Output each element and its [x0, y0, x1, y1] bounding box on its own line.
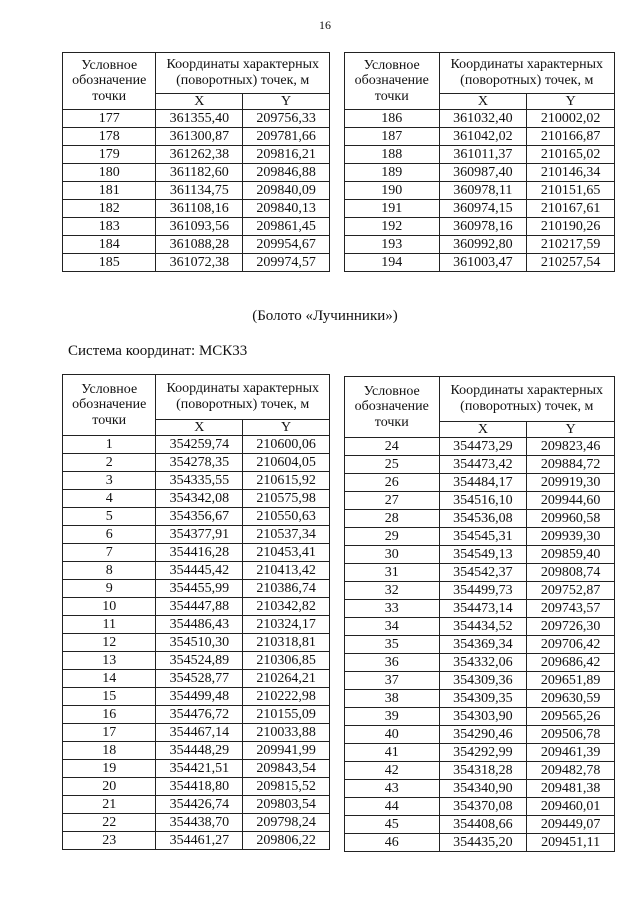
col-x-header: X [439, 421, 527, 437]
y-value: 209630,59 [527, 690, 615, 708]
table-row [345, 164, 615, 182]
table-row [345, 600, 615, 618]
x-value: 361088,28 [156, 236, 243, 254]
x-value: 354484,17 [439, 474, 527, 492]
point-id: 44 [345, 798, 440, 816]
col-point-header: Условное обозначение точки [345, 377, 440, 438]
x-value: 361011,37 [439, 146, 527, 164]
table-row [63, 598, 330, 616]
y-value: 210386,74 [243, 580, 330, 598]
x-value: 361262,38 [156, 146, 243, 164]
x-value: 354448,29 [156, 742, 243, 760]
col-x-header: X [439, 93, 527, 109]
y-value: 209506,78 [527, 726, 615, 744]
point-id: 184 [63, 236, 156, 254]
point-id: 41 [345, 744, 440, 762]
y-value: 209843,54 [243, 760, 330, 778]
x-value: 354486,43 [156, 616, 243, 634]
x-value: 354516,10 [439, 492, 527, 510]
x-value: 354455,99 [156, 580, 243, 598]
y-value: 210306,85 [243, 652, 330, 670]
x-value: 361093,56 [156, 218, 243, 236]
x-value: 354303,90 [439, 708, 527, 726]
x-value: 354278,35 [156, 454, 243, 472]
point-id: 32 [345, 582, 440, 600]
x-value: 361072,38 [156, 254, 243, 272]
point-id: 37 [345, 672, 440, 690]
table-row [63, 508, 330, 526]
y-value: 210155,09 [243, 706, 330, 724]
x-value: 354447,88 [156, 598, 243, 616]
table-row [345, 110, 615, 128]
point-id: 29 [345, 528, 440, 546]
point-id: 46 [345, 834, 440, 852]
table-row [345, 816, 615, 834]
table-row [345, 780, 615, 798]
y-value: 210146,34 [527, 164, 615, 182]
point-id: 193 [345, 236, 440, 254]
point-id: 5 [63, 508, 156, 526]
point-id: 16 [63, 706, 156, 724]
table-row [345, 236, 615, 254]
table-row [345, 708, 615, 726]
table-row [63, 832, 330, 850]
x-value: 354421,51 [156, 760, 243, 778]
point-id: 15 [63, 688, 156, 706]
table-row [345, 546, 615, 564]
x-value: 354473,14 [439, 600, 527, 618]
y-value: 209919,30 [527, 474, 615, 492]
table-row [345, 438, 615, 456]
y-value: 210550,63 [243, 508, 330, 526]
x-value: 354545,31 [439, 528, 527, 546]
point-id: 192 [345, 218, 440, 236]
y-value: 209781,66 [243, 128, 330, 146]
col-coords-header: Координаты характерных (поворотных) точек, м [439, 53, 615, 94]
point-id: 30 [345, 546, 440, 564]
table-row [345, 834, 615, 852]
point-id: 36 [345, 654, 440, 672]
x-value: 354416,28 [156, 544, 243, 562]
y-value: 209482,78 [527, 762, 615, 780]
table-row [63, 796, 330, 814]
point-id: 191 [345, 200, 440, 218]
table-row [63, 616, 330, 634]
y-value: 210453,41 [243, 544, 330, 562]
col-coords-header: Координаты характерных (поворотных) точек, м [156, 375, 330, 420]
x-value: 354528,77 [156, 670, 243, 688]
x-value: 361134,75 [156, 182, 243, 200]
point-id: 4 [63, 490, 156, 508]
y-value: 209449,07 [527, 816, 615, 834]
point-id: 31 [345, 564, 440, 582]
point-id: 177 [63, 110, 156, 128]
table-row [63, 200, 330, 218]
col-coords-header: Координаты характерных (поворотных) точек, м [156, 53, 330, 94]
x-value: 360987,40 [439, 164, 527, 182]
table-row [63, 562, 330, 580]
y-value: 210264,21 [243, 670, 330, 688]
x-value: 361032,40 [439, 110, 527, 128]
x-value: 354473,42 [439, 456, 527, 474]
point-id: 13 [63, 652, 156, 670]
y-value: 209743,57 [527, 600, 615, 618]
y-value: 209859,40 [527, 546, 615, 564]
point-id: 19 [63, 760, 156, 778]
table-row [345, 618, 615, 636]
table-row [63, 146, 330, 164]
y-value: 209944,60 [527, 492, 615, 510]
table-row [345, 182, 615, 200]
col-y-header: Y [243, 419, 330, 435]
table-row [63, 778, 330, 796]
x-value: 354536,08 [439, 510, 527, 528]
point-id: 7 [63, 544, 156, 562]
x-value: 354418,80 [156, 778, 243, 796]
y-value: 209461,39 [527, 744, 615, 762]
y-value: 209840,09 [243, 182, 330, 200]
point-id: 186 [345, 110, 440, 128]
point-id: 194 [345, 254, 440, 272]
col-y-header: Y [527, 421, 615, 437]
coordinate-system: Система координат: МСК33 [68, 343, 248, 359]
header-row [345, 377, 615, 422]
point-id: 9 [63, 580, 156, 598]
point-id: 18 [63, 742, 156, 760]
point-id: 43 [345, 780, 440, 798]
point-id: 20 [63, 778, 156, 796]
table-row [345, 654, 615, 672]
table-row [63, 110, 330, 128]
y-value: 210604,05 [243, 454, 330, 472]
y-value: 209816,21 [243, 146, 330, 164]
y-value: 210222,98 [243, 688, 330, 706]
table-row [345, 672, 615, 690]
x-value: 354290,46 [439, 726, 527, 744]
x-value: 360978,11 [439, 182, 527, 200]
point-id: 25 [345, 456, 440, 474]
table-row [63, 526, 330, 544]
y-value: 209823,46 [527, 438, 615, 456]
point-id: 27 [345, 492, 440, 510]
point-id: 11 [63, 616, 156, 634]
point-id: 185 [63, 254, 156, 272]
x-value: 354467,14 [156, 724, 243, 742]
table-row [63, 436, 330, 454]
y-value: 210615,92 [243, 472, 330, 490]
y-value: 209686,42 [527, 654, 615, 672]
point-id: 40 [345, 726, 440, 744]
x-value: 354510,30 [156, 634, 243, 652]
table-row [345, 456, 615, 474]
coords-table-1 [62, 52, 330, 272]
table-row [345, 636, 615, 654]
point-id: 10 [63, 598, 156, 616]
point-id: 3 [63, 472, 156, 490]
point-id: 39 [345, 708, 440, 726]
y-value: 209706,42 [527, 636, 615, 654]
table-row [63, 742, 330, 760]
table-row [63, 634, 330, 652]
col-point-header: Условное обозначение точки [63, 53, 156, 110]
x-value: 354335,55 [156, 472, 243, 490]
x-value: 354309,36 [439, 672, 527, 690]
x-value: 354524,89 [156, 652, 243, 670]
point-id: 180 [63, 164, 156, 182]
y-value: 209861,45 [243, 218, 330, 236]
y-value: 209460,01 [527, 798, 615, 816]
point-id: 2 [63, 454, 156, 472]
table-row [63, 218, 330, 236]
table-row [63, 454, 330, 472]
y-value: 210575,98 [243, 490, 330, 508]
point-id: 24 [345, 438, 440, 456]
y-value: 209884,72 [527, 456, 615, 474]
point-id: 34 [345, 618, 440, 636]
table-row [63, 472, 330, 490]
y-value: 209565,26 [527, 708, 615, 726]
point-id: 22 [63, 814, 156, 832]
point-id: 26 [345, 474, 440, 492]
y-value: 210190,26 [527, 218, 615, 236]
y-value: 210413,42 [243, 562, 330, 580]
y-value: 210537,34 [243, 526, 330, 544]
x-value: 354340,90 [439, 780, 527, 798]
y-value: 210033,88 [243, 724, 330, 742]
table-row [345, 528, 615, 546]
point-id: 8 [63, 562, 156, 580]
x-value: 360974,15 [439, 200, 527, 218]
y-value: 210217,59 [527, 236, 615, 254]
coords-table-3 [62, 374, 330, 850]
table-row [63, 544, 330, 562]
point-id: 187 [345, 128, 440, 146]
point-id: 42 [345, 762, 440, 780]
y-value: 210342,82 [243, 598, 330, 616]
table-row [63, 580, 330, 598]
col-coords-header: Координаты характерных (поворотных) точек, м [439, 377, 615, 422]
table-row [63, 128, 330, 146]
section-title: (Болото «Лучинники») [252, 308, 398, 324]
x-value: 354369,34 [439, 636, 527, 654]
x-value: 354332,06 [439, 654, 527, 672]
x-value: 354438,70 [156, 814, 243, 832]
table-row [63, 652, 330, 670]
x-value: 361300,87 [156, 128, 243, 146]
point-id: 190 [345, 182, 440, 200]
x-value: 354499,48 [156, 688, 243, 706]
y-value: 209808,74 [527, 564, 615, 582]
x-value: 354426,74 [156, 796, 243, 814]
y-value: 209954,67 [243, 236, 330, 254]
x-value: 354461,27 [156, 832, 243, 850]
y-value: 210167,61 [527, 200, 615, 218]
table-row [63, 760, 330, 778]
y-value: 210166,87 [527, 128, 615, 146]
page-number: 16 [319, 18, 331, 32]
y-value: 209815,52 [243, 778, 330, 796]
x-value: 361182,60 [156, 164, 243, 182]
y-value: 209803,54 [243, 796, 330, 814]
x-value: 361355,40 [156, 110, 243, 128]
x-value: 354473,29 [439, 438, 527, 456]
point-id: 178 [63, 128, 156, 146]
point-id: 189 [345, 164, 440, 182]
y-value: 209726,30 [527, 618, 615, 636]
table-row [63, 688, 330, 706]
y-value: 209752,87 [527, 582, 615, 600]
table-row [345, 726, 615, 744]
x-value: 354259,74 [156, 436, 243, 454]
table-row [63, 182, 330, 200]
header-row [63, 53, 330, 94]
table-row [345, 146, 615, 164]
point-id: 23 [63, 832, 156, 850]
table-row [63, 254, 330, 272]
x-value: 354342,08 [156, 490, 243, 508]
x-value: 354318,28 [439, 762, 527, 780]
y-value: 209939,30 [527, 528, 615, 546]
x-value: 361003,47 [439, 254, 527, 272]
x-value: 361108,16 [156, 200, 243, 218]
point-id: 183 [63, 218, 156, 236]
y-value: 209960,58 [527, 510, 615, 528]
point-id: 14 [63, 670, 156, 688]
x-value: 354292,99 [439, 744, 527, 762]
col-point-header: Условное обозначение точки [63, 375, 156, 436]
coords-table-4 [344, 376, 615, 852]
y-value: 209806,22 [243, 832, 330, 850]
x-value: 354499,73 [439, 582, 527, 600]
x-value: 354370,08 [439, 798, 527, 816]
x-value: 354356,67 [156, 508, 243, 526]
point-id: 45 [345, 816, 440, 834]
point-id: 35 [345, 636, 440, 654]
col-y-header: Y [243, 93, 330, 109]
table-row [63, 724, 330, 742]
x-value: 354435,20 [439, 834, 527, 852]
x-value: 354408,66 [439, 816, 527, 834]
point-id: 179 [63, 146, 156, 164]
x-value: 354476,72 [156, 706, 243, 724]
table-row [345, 744, 615, 762]
table-row [345, 762, 615, 780]
y-value: 210257,54 [527, 254, 615, 272]
y-value: 209481,38 [527, 780, 615, 798]
y-value: 210600,06 [243, 436, 330, 454]
point-id: 21 [63, 796, 156, 814]
x-value: 360992,80 [439, 236, 527, 254]
x-value: 360978,16 [439, 218, 527, 236]
table-row [345, 200, 615, 218]
y-value: 209840,13 [243, 200, 330, 218]
table-row [345, 128, 615, 146]
col-x-header: X [156, 419, 243, 435]
header-row [345, 53, 615, 94]
y-value: 210318,81 [243, 634, 330, 652]
table-row [63, 490, 330, 508]
y-value: 209846,88 [243, 164, 330, 182]
table-row [345, 492, 615, 510]
y-value: 210002,02 [527, 110, 615, 128]
table-row [345, 690, 615, 708]
point-id: 1 [63, 436, 156, 454]
x-value: 354309,35 [439, 690, 527, 708]
y-value: 210151,65 [527, 182, 615, 200]
x-value: 354445,42 [156, 562, 243, 580]
point-id: 181 [63, 182, 156, 200]
table-row [345, 474, 615, 492]
table-row [345, 218, 615, 236]
point-id: 188 [345, 146, 440, 164]
col-x-header: X [156, 93, 243, 109]
table-row [63, 814, 330, 832]
table-row [63, 164, 330, 182]
y-value: 209451,11 [527, 834, 615, 852]
col-y-header: Y [527, 93, 615, 109]
table-row [63, 236, 330, 254]
x-value: 354542,37 [439, 564, 527, 582]
coords-table-2 [344, 52, 615, 272]
table-row [345, 254, 615, 272]
x-value: 361042,02 [439, 128, 527, 146]
y-value: 210165,02 [527, 146, 615, 164]
table-row [345, 582, 615, 600]
point-id: 6 [63, 526, 156, 544]
point-id: 17 [63, 724, 156, 742]
col-point-header: Условное обозначение точки [345, 53, 440, 110]
point-id: 38 [345, 690, 440, 708]
point-id: 182 [63, 200, 156, 218]
x-value: 354434,52 [439, 618, 527, 636]
table-row [345, 510, 615, 528]
point-id: 12 [63, 634, 156, 652]
x-value: 354549,13 [439, 546, 527, 564]
y-value: 209941,99 [243, 742, 330, 760]
point-id: 28 [345, 510, 440, 528]
table-row [63, 670, 330, 688]
header-row [63, 375, 330, 420]
table-row [345, 564, 615, 582]
y-value: 209798,24 [243, 814, 330, 832]
point-id: 33 [345, 600, 440, 618]
y-value: 209756,33 [243, 110, 330, 128]
y-value: 209974,57 [243, 254, 330, 272]
table-row [345, 798, 615, 816]
x-value: 354377,91 [156, 526, 243, 544]
table-row [63, 706, 330, 724]
y-value: 209651,89 [527, 672, 615, 690]
y-value: 210324,17 [243, 616, 330, 634]
